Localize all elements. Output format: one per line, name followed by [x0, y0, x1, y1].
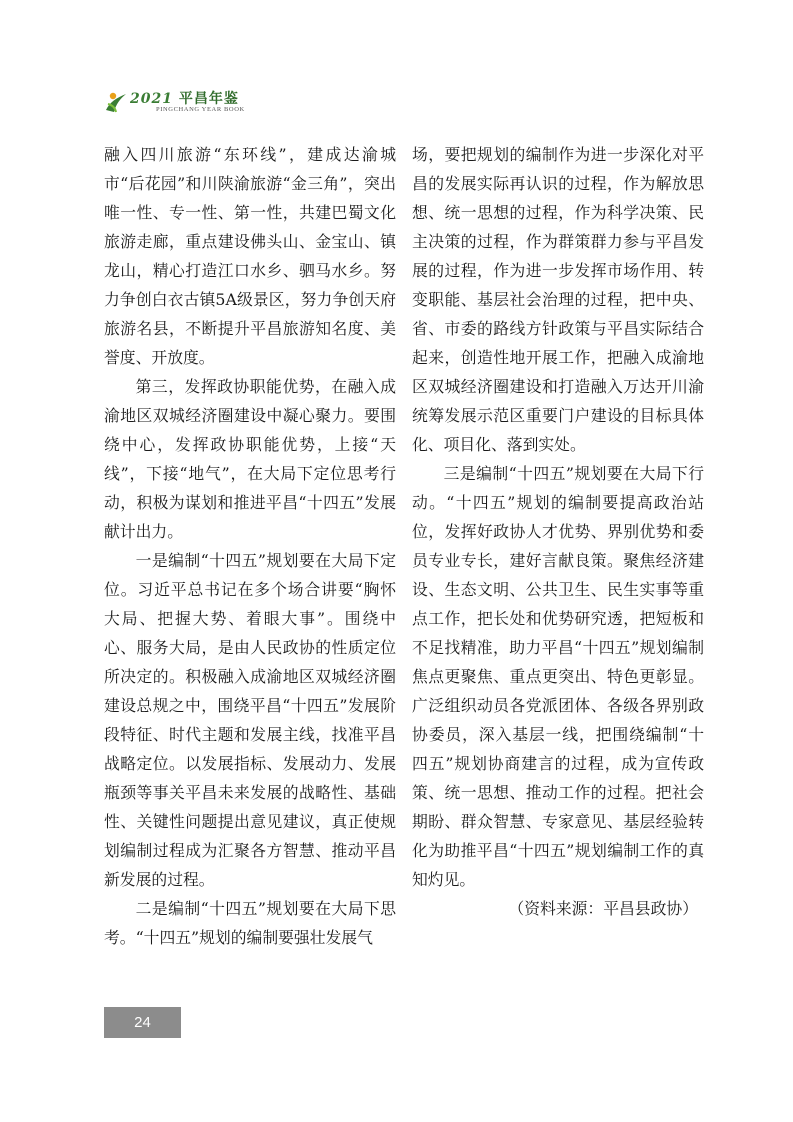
- left-paragraph-continued: 融入四川旅游“东环线”，建成达渝城市“后花园”和川陕渝旅游“金三角”，突出唯一性、专一性、第一性，共建巴蜀文化旅游走廊，重点建设佛头山、金宝山、镇龙山，精心打造江口水乡、驷马水乡。努力争创白衣古镇5A级景区，努力争创天府旅游名县，不断提升平昌旅游知名度、美誉度、开放度。: [104, 145, 396, 367]
- yearbook-name: 平昌年鉴: [178, 91, 239, 107]
- yearbook-logo-icon: [104, 90, 128, 114]
- left-paragraph-first-item: 一是编制“十四五”规划要在大局下定位。习近平总书记在多个场合讲要“胸怀大局、把握大势、着眼大事”。围绕中心、服务大局，是由人民政协的性质定位所决定的。积极融入成渝地区双城经济圈建设总规之中，围绕平昌“十四五”发展阶段特征、时代主题和发展主线，找准平昌战略定位。以发展指标、发展动力、发展瓶颈等事关平昌未来发展的战略性、基础性、关键性问题提出意见建议，真正使规划编制过程成为汇聚各方智慧、推动平昌新发展的过程。: [104, 551, 396, 889]
- left-text-column: [104, 140, 396, 952]
- right-text-column: [412, 140, 704, 923]
- page-number-box: [104, 1007, 181, 1038]
- page-number: 24: [134, 1014, 151, 1031]
- yearbook-title: [130, 88, 239, 108]
- left-paragraph-second-item: 二是编制“十四五”规划要在大局下思考。“十四五”规划的编制要强壮发展气: [104, 899, 396, 947]
- source-note: （资料来源：平昌县政协）: [508, 899, 698, 918]
- right-paragraph-third-item: 三是编制“十四五”规划要在大局下行动。“十四五”规划的编制要提高政治站位，发挥好政协人才优势、界别优势和委员专业专长，建好言献良策。聚焦经济建设、生态文明、公共卫生、民生实事等重点工作，把长处和优势研究透，把短板和不足找精准，助力平昌“十四五”规划编制焦点更聚焦、重点更突出、特色更彰显。广泛组织动员各党派团体、各级各界别政协委员，深入基层一线，把围绕编制“十四五”规划协商建言的过程，成为宣传政策、统一思想、推动工作的过程。把社会期盼、群众智慧、专家意见、基层经验转化为助推平昌“十四五”规划编制工作的真知灼见。: [412, 464, 704, 889]
- left-paragraph-third-point: 第三，发挥政协职能优势，在融入成渝地区双城经济圈建设中凝心聚力。要围绕中心，发挥政协职能优势，上接“天线”，下接“地气”，在大局下定位思考行动，积极为谋划和推进平昌“十四五”发展献计出力。: [104, 377, 396, 541]
- yearbook-year: 2021: [130, 91, 173, 107]
- right-paragraph-continued: 场，要把规划的编制作为进一步深化对平昌的发展实际再认识的过程，作为解放思想、统一思想的过程，作为科学决策、民主决策的过程，作为群策群力参与平昌发展的过程，作为进一步发挥市场作用、转变职能、基层社会治理的过程，把中央、省、市委的路线方针政策与平昌实际结合起来，创造性地开展工作，把融入成渝地区双城经济圈建设和打造融入万达开川渝统筹发展示范区重要门户建设的目标具体化、项目化、落到实处。: [412, 145, 704, 454]
- yearbook-subtitle: PINGCHANG YEAR BOOK: [156, 106, 245, 113]
- yearbook-header: [104, 88, 304, 118]
